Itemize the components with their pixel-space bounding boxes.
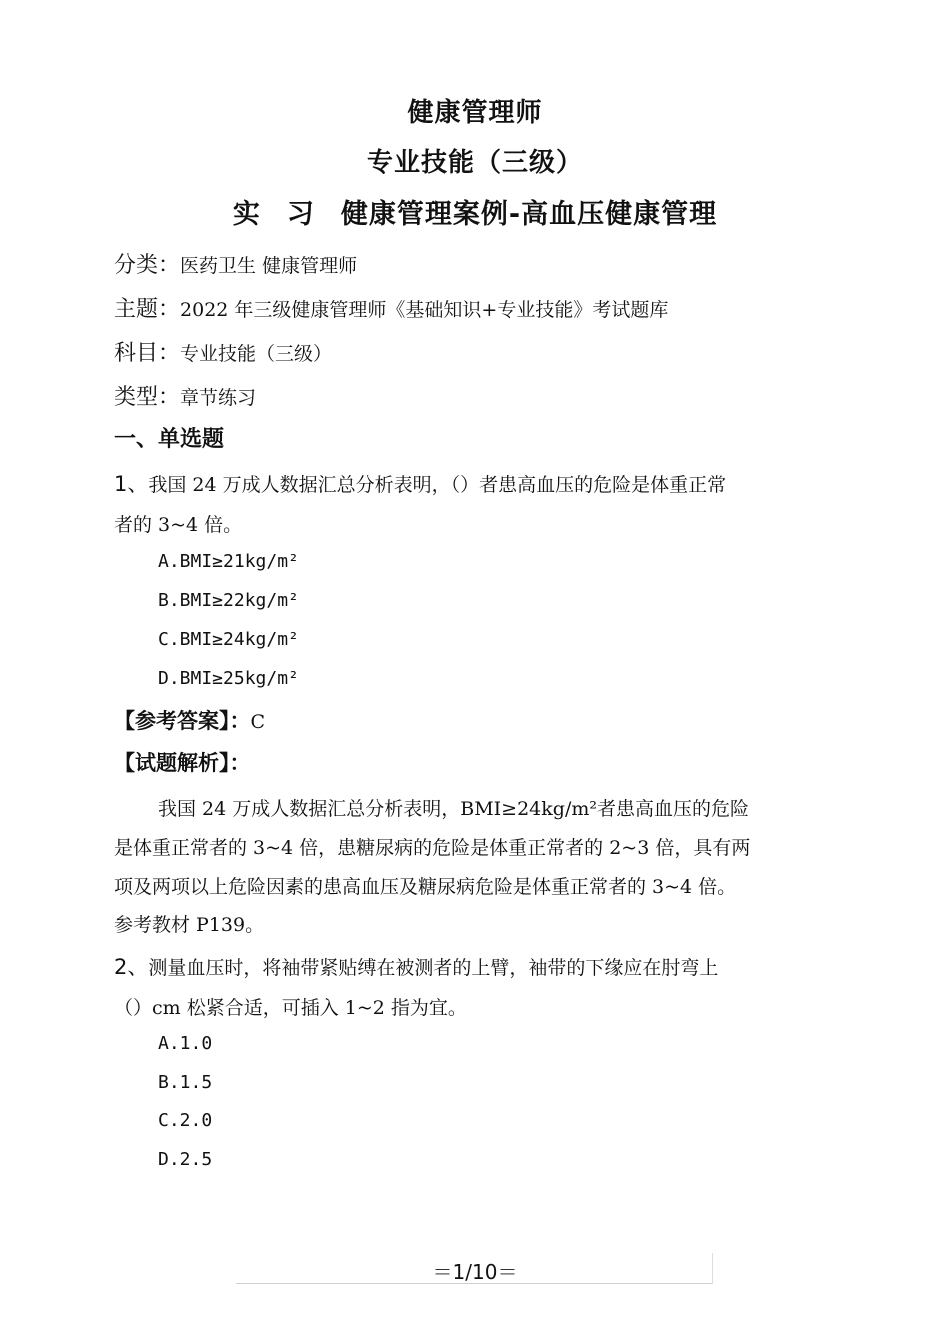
question-1-number: 1、 bbox=[114, 472, 149, 496]
question-2-option-b: B.1.5 bbox=[158, 1072, 213, 1093]
meta-category: 分类：医药卫生 健康管理师 bbox=[114, 253, 358, 278]
question-1-answer bbox=[114, 705, 265, 735]
meta-type: 类型：章节练习 bbox=[114, 385, 257, 410]
chapter-title-part-a: 实 bbox=[232, 199, 261, 230]
analysis-label: 【试题解析】： bbox=[114, 751, 251, 775]
question-2-line-1: 2、测量血压时，将袖带紧贴缚在被测者的上臂，袖带的下缘应在肘弯上 bbox=[114, 955, 719, 979]
question-1-option-c: C.BMI≥24kg/m² bbox=[158, 629, 299, 650]
question-2-option-d: D.2.5 bbox=[158, 1149, 213, 1170]
question-2-option-a: A.1.0 bbox=[158, 1033, 213, 1054]
analysis-line-2: 是体重正常者的 3~4 倍，患糖尿病的危险是体重正常者的 2~3 倍，具有两 bbox=[114, 837, 751, 859]
document-subtitle: 专业技能（三级） bbox=[366, 148, 583, 178]
meta-topic-value: 2022 年三级健康管理师《基础知识+专业技能》考试题库 bbox=[180, 299, 669, 321]
meta-type-label: 类型 bbox=[114, 385, 159, 410]
chapter-title-part-c: 健康管理案例-高血压健康管理 bbox=[340, 199, 718, 230]
analysis-line-3: 项及两项以上危险因素的患高血压及糖尿病危险是体重正常者的 3~4 倍。 bbox=[114, 876, 737, 898]
meta-topic: 主题：2022 年三级健康管理师《基础知识+专业技能》考试题库 bbox=[114, 297, 669, 322]
meta-type-value: 章节练习 bbox=[180, 387, 257, 409]
answer-label: 【参考答案】： bbox=[114, 709, 251, 733]
meta-subject: 科目：专业技能（三级） bbox=[114, 341, 333, 366]
meta-subject-label: 科目 bbox=[114, 341, 159, 366]
question-2-number: 2、 bbox=[114, 955, 149, 979]
question-2-option-c: C.2.0 bbox=[158, 1110, 213, 1131]
question-2-line-2: （）cm 松紧合适，可插入 1~2 指为宜。 bbox=[114, 997, 467, 1019]
question-1-line-1: 1、我国 24 万成人数据汇总分析表明，（）者患高血压的危险是体重正常 bbox=[114, 472, 727, 496]
question-1-option-a: A.BMI≥21kg/m² bbox=[158, 551, 299, 572]
meta-category-label: 分类 bbox=[114, 253, 159, 278]
document-title: 健康管理师 bbox=[407, 98, 543, 128]
question-1-line-2: 者的 3~4 倍。 bbox=[114, 514, 243, 536]
section-heading: 一、单选题 bbox=[114, 427, 225, 452]
analysis-line-1: 我国 24 万成人数据汇总分析表明，BMI≥24kg/m²者患高血压的危险 bbox=[158, 798, 749, 820]
question-1-analysis-heading bbox=[114, 747, 251, 777]
chapter-title bbox=[0, 192, 950, 231]
answer-value: C bbox=[250, 711, 266, 733]
analysis-line-4: 参考教材 P139。 bbox=[114, 914, 265, 936]
question-1-option-d: D.BMI≥25kg/m² bbox=[158, 668, 299, 689]
chapter-title-part-b: 习 bbox=[286, 199, 315, 230]
meta-topic-label: 主题 bbox=[114, 297, 159, 322]
page-indicator: ＝1/10＝ bbox=[432, 1260, 518, 1284]
question-1-option-b: B.BMI≥22kg/m² bbox=[158, 590, 299, 611]
meta-subject-value: 专业技能（三级） bbox=[180, 343, 333, 365]
meta-category-value: 医药卫生 健康管理师 bbox=[180, 255, 358, 277]
